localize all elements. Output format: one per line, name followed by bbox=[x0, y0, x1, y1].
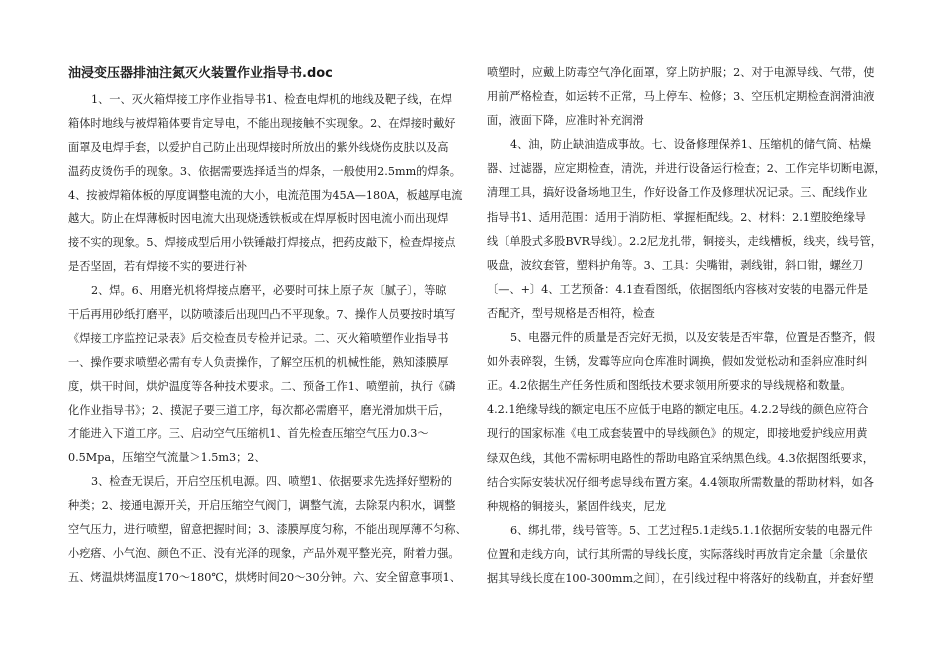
text-line: 〔—、+〕4、工艺预备：4.1查看图纸，依据图纸内容核对安装的电器元件是 bbox=[487, 282, 869, 296]
text-line: 空气压力，进行喷塑，留意把握时间；3、漆膜厚度匀称，不能出现厚薄不匀称、 bbox=[68, 523, 467, 537]
text-line: 吸盘，波纹套管，塑料护角等。3、工具：尖嘴钳，剥线钳，斜口钳，螺丝刀 bbox=[487, 258, 864, 272]
text-line: 面罩及电焊手套，以爱护自己防止出现焊接时所放出的紫外线烧伤皮肤以及高 bbox=[68, 140, 449, 154]
text-line: 绿双色线，其他不需标明电路性的帮助电路宜采纳黑色线。4.3依据图纸要求， bbox=[487, 451, 874, 465]
text-line: 如外表碎裂，生锈，发霉等应向仓库准时调换，假如发觉松动和歪斜应准时纠 bbox=[487, 355, 868, 369]
text-line: 3、检查无误后，开启空压机电源。四、喷塑1、依据要求先选择好塑粉的 bbox=[91, 475, 453, 489]
text-line: 清理工具，搞好设备场地卫生，作好设备工作及修理状况记录。三、配线作业 bbox=[487, 186, 868, 200]
text-line: 4、油，防止缺油造成事故。七、设备修理保养1、压缩机的储气筒、枯燥 bbox=[510, 138, 872, 152]
right-column-body bbox=[487, 61, 887, 591]
left-column bbox=[68, 60, 468, 590]
text-line: 一、操作要求喷塑必需有专人负责操作，了解空压机的机械性能，熟知漆膜厚 bbox=[68, 355, 449, 369]
text-line: 0.5Mpa，压缩空气流量＞1.5m3；2、 bbox=[68, 451, 266, 465]
text-line: 才能进入下道工序。三、启动空气压缩机1、首先检查压缩空气压力0.3～ bbox=[68, 427, 429, 441]
left-column-body bbox=[68, 88, 468, 590]
right-column bbox=[487, 61, 887, 591]
text-line: 现行的国家标准《电工成套装置中的导线颜色》的规定，即接地爱护线应用黄 bbox=[487, 427, 868, 441]
text-line: 4、按被焊箱体板的厚度调整电流的大小，电流范围为45A—180A，板越厚电流 bbox=[68, 188, 463, 202]
text-line: 喷塑时，应戴上防毒空气净化面罩，穿上防护服；2、对于电源导线、气带，使 bbox=[487, 66, 875, 79]
text-line: 用前严格检查，如运转不正常，马上停车、检修；3、空压机定期检查润滑油液 bbox=[487, 90, 875, 104]
text-line: 度，烘干时间，烘炉温度等各种技术要求。二、预备工作1、喷塑前，执行《磷 bbox=[68, 379, 456, 393]
text-line: 2、焊。6、用磨光机将焊接点磨平，必要时可抹上原子灰〔腻子〕，等晾 bbox=[91, 284, 447, 298]
text-line: 线〔单股式多股BVR导线〕。2.2尼龙扎带，铜接头，走线槽板，线夹，线号管， bbox=[487, 234, 882, 248]
text-line: 否配齐，型号规格是否相符，检查 bbox=[487, 306, 655, 320]
text-line: 越大。防止在焊薄板时因电流大出现烧透铁板或在焊厚板时因电流小而出现焊 bbox=[68, 212, 449, 226]
text-line: 5、电器元件的质量是否完好无损，以及安装是否牢靠，位置是否整齐，假 bbox=[510, 331, 876, 345]
text-line: 箱体时地线与被焊箱体要肯定导电，不能出现接触不实现象。2、在焊接时戴好 bbox=[68, 116, 456, 130]
text-line: 是否坚固，若有焊接不实的要进行补 bbox=[68, 260, 248, 274]
text-line: 接不实的现象。5、焊接成型后用小铁锤敲打焊接点，把药皮敲下，检查焊接点 bbox=[68, 236, 456, 250]
text-line: 五、烤温烘烤温度170～180℃，烘烤时间20～30分钟。六、安全留意事项1、 bbox=[68, 570, 461, 584]
text-line: 正。4.2依据生产任务性质和图纸技术要求领用所要求的导线规格和数量。 bbox=[487, 379, 852, 393]
text-line: 6、绑扎带，线号管等。5、工艺过程5.1走线5.1.1依据所安装的电器元件 bbox=[510, 523, 873, 537]
text-line: 1、一、灭火箱焊接工序作业指导书1、检查电焊机的地线及靶子线，在焊 bbox=[91, 93, 453, 106]
text-line: 化作业指导书》；2、摸泥子要三道工序，每次都必需磨平，磨光滑加烘干后， bbox=[68, 403, 450, 417]
text-line: 温药皮烫伤手的现象。3、依据需要选择适当的焊条，一般使用2.5mm的焊条。 bbox=[68, 164, 461, 178]
text-line: 小疙瘩、小气泡、颜色不正、没有光泽的现象，产品外观平整光亮，附着力强。 bbox=[68, 546, 460, 560]
text-line: 指导书1、适用范围：适用于消防柜、掌握柜配线。2、材料：2.1塑胶绝缘导 bbox=[487, 210, 866, 224]
text-line: 干后再用砂纸打磨平，以防喷漆后出现凹凸不平现象。7、操作人员要按时填写 bbox=[68, 308, 456, 322]
text-line: 据其导线长度在100-300mm之间〕，在引线过程中将落好的线勒直，并套好塑 bbox=[487, 571, 874, 585]
document-title: 油浸变压器排油注氮灭火装置作业指导书.doc bbox=[68, 66, 333, 81]
text-line: 结合实际安装状况仔细考虑导线布置方案。4.4领取所需数量的帮助材料，如各 bbox=[487, 475, 874, 489]
text-line: 器、过滤器，应定期检查，清洗，并进行设备运行检查；2、工作完毕切断电源， bbox=[487, 162, 886, 176]
text-line: 4.2.1绝缘导线的额定电压不应低于电路的额定电压。4.2.2导线的颜色应符合 bbox=[487, 403, 869, 417]
text-line: 位置和走线方向，试行其所需的导线长度，实际落线时再放肯定余量〔余量依 bbox=[487, 547, 868, 561]
text-line: 《焊接工序监控记录表》后交检查员专检并记录。二、灭火箱喷塑作业指导书 bbox=[68, 331, 449, 345]
text-line: 面，液面下降，应准时补充润滑 bbox=[487, 114, 644, 128]
text-line: 种类；2、接通电源开关，开启压缩空气阀门，调整气流，去除泵内积水，调整 bbox=[68, 499, 456, 513]
text-line: 种规格的铜接头，紧固件线夹，尼龙 bbox=[487, 499, 667, 513]
